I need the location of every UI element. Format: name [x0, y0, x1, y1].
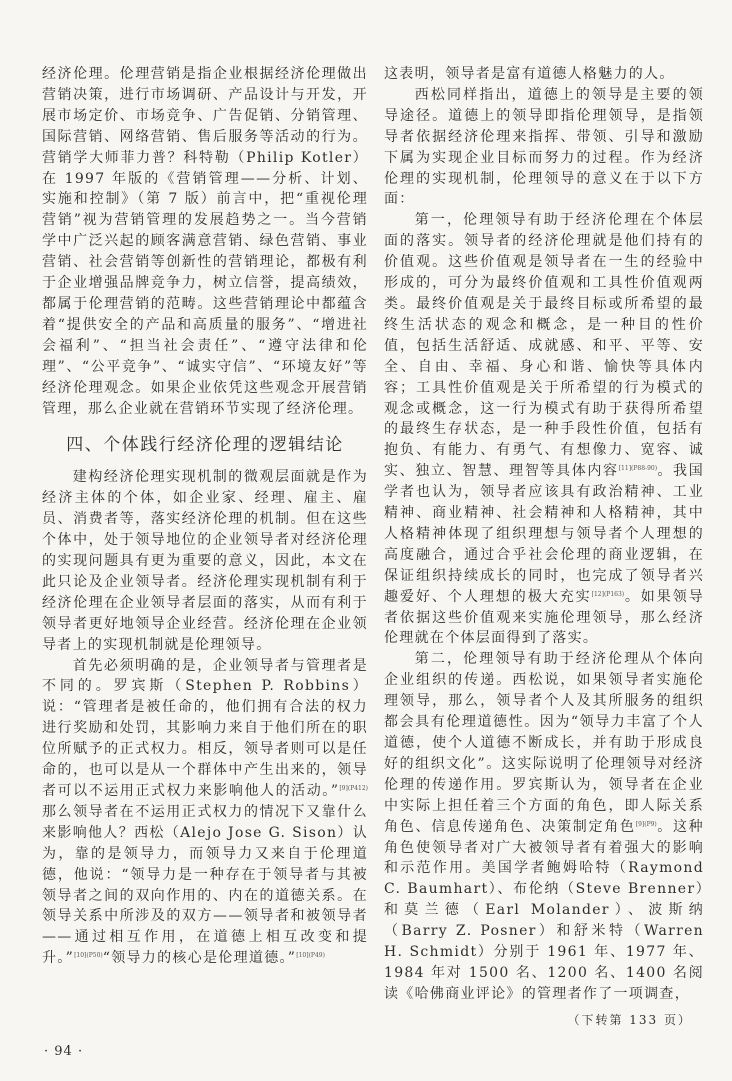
citation-reference: [11](P88-90): [618, 465, 658, 473]
citation-reference: [10](P50): [74, 952, 103, 960]
paragraph-text: “领导力的核心是伦理道德。”: [102, 950, 297, 967]
body-paragraph: [384, 85, 704, 210]
citation-reference: [10](P49): [296, 952, 325, 960]
page-number: · 94 ·: [44, 1043, 84, 1059]
body-paragraph: [384, 210, 704, 649]
paragraph-text: 那么领导者在不运用正式权力的情况下又靠什么来影响他人？西松（Alejo Jose G. Sison）认为，靠的是领导力，而领导力又来自于伦理道德，他说：“领导力是一种存在于领导者与其被领导者之间的双向作用的、内在的道德关系。在领导关系中所涉及的双方——领导者和被领导者——通过相互作用，在道德上相互改变和提升。”: [42, 803, 368, 967]
paragraph-text: 。这种角色使领导者对广大被领导者有着强大的影响和示范作用。美国学者鲍姆哈特（Raymond C. Baumhart）、布伦纳（Steve Brenner）和莫兰德（Earl Molander）、波斯纳（Barry Z. Posner）和舒米特（Warren H. Schmidt）分别于 1961 年、1977 年、1984 年对 1500 名、1200 名、1400 名阅读《哈佛商业评论》的管理者作了一项调查，: [384, 818, 704, 1002]
paragraph-text: 。我国学者也认为，领导者应该具有政治精神、工业精神、商业精神、社会精神和人格精神，其中人格精神体现了组织理想与领导者个人理想的高度融合，通过合乎社会伦理的商业逻辑，在保证组织持续成长的同时，也完成了领导者兴趣爱好、个人理想的极大充实: [384, 463, 705, 605]
left-column: [42, 64, 368, 969]
body-paragraph: [42, 64, 368, 419]
paragraph-text: 西松同样指出，道德上的领导是主要的领导途径。道德上的领导即指伦理领导，是指领导者依据经济伦理来指挥、带领、引导和激励下属为实现企业目标而努力的过程。作为经济伦理的实现机制，伦理领导的意义在于以下方面：: [384, 86, 704, 208]
body-paragraph: [384, 649, 704, 1004]
paragraph-text: 建构经济伦理实现机制的微观层面就是作为经济主体的个体，如企业家、经理、雇主、雇员、消费者等，落实经济伦理的机制。但在这些个体中，处于领导地位的企业领导者对经济伦理的实现问题具有更为重要的意义，因此，本文在此只论及企业领导者。经济伦理实现机制有利于经济伦理在企业领导者层面的落实，从而有利于领导者更好地领导企业经营。经济伦理在企业领导者上的实现机制就是伦理领导。: [42, 469, 368, 653]
continued-note: （下转第 133 页）: [567, 1012, 692, 1027]
right-column: [384, 64, 704, 1029]
paragraph-text: 经济伦理。伦理营销是指企业根据经济伦理做出营销决策，进行市场调研、产品设计与开发，开展市场定价、市场竞争、广告促销、分销管理、国际营销、网络营销、售后服务等活动的行为。营销学大师菲力普？科特勒（Philip Kotler）在 1997 年版的《营销管理——分析、计划、实施和控制》（第 7 版）前言中，把“重视伦理营销”视为营销管理的发展趋势之一。当今营销学中广泛兴起的顾客满意营销、绿色营销、事业营销、社会营销等创新性的营销理论，都极有利于企业增强品牌竞争力，树立信誉，提高绩效，都属于伦理营销的范畴。这些营销理论中都蕴含着“提供安全的产品和高质量的服务”、“增进社会福利”、“担当社会责任”、“遵守法律和伦理”、“公平竞争”、“诚实守信”、“环境友好”等经济伦理观念。如果企业依凭这些观念开展营销管理，那么企业就在营销环节实现了经济伦理。: [42, 66, 368, 417]
paragraph-text: 这表明，领导者是富有道德人格魅力的人。: [384, 66, 675, 82]
citation-reference: [9](P9): [635, 820, 657, 828]
body-paragraph: [42, 467, 368, 655]
body-paragraph: [384, 64, 704, 85]
paragraph-text: 第一，伦理领导有助于经济伦理在个体层面的落实。领导者的经济伦理就是他们持有的价值观。这些价值观是领导者在一生的经验中形成的，可分为最终价值观和工具性价值观两类。最终价值观是关于最终目标或所希望的最终生活状态的观念和概念，是一种目的性价值，包括生活舒适、成就感、和平、平等、安全、自由、幸福、身心和谐、愉快等具体内容；工具性价值观是关于所希望的行为模式的观念或概念，这一行为模式有助于获得所希望的最终生存状态，是一种手段性价值，包括有抱负、有能力、有勇气、有想像力、宽容、诚实、独立、智慧、理智等具体内容: [384, 212, 704, 480]
paragraph-text: 首先必须明确的是，企业领导者与管理者是不同的。罗宾斯（Stephen P. Robbins）说：“管理者是被任命的，他们拥有合法的权力进行奖励和处罚，其影响力来自于他们所在的职位所赋予的正式权力。相反，领导者则可以是任命的，也可以是从一个群体中产生出来的，领导者可以不运用正式权力来影响他人的活动。”: [42, 657, 368, 799]
two-column-body: [0, 64, 732, 1029]
paragraph-text: 。如果领导者依据这些价值观来实施伦理领导，那么经济伦理就在个体层面得到了落实。: [384, 588, 704, 647]
body-paragraph: [42, 656, 368, 970]
citation-reference: [12](P163): [591, 590, 625, 598]
citation-reference: [9](P412): [339, 785, 368, 792]
section-heading: 四、个体践行经济伦理的逻辑结论: [66, 435, 344, 456]
paragraph-text: 第二，伦理领导有助于经济伦理从个体向企业组织的传递。西松说，如果领导者实施伦理领导，那么，领导者个人及其所服务的组织都会具有伦理道德性。因为“领导力丰富了个人道德，使个人道德不断成长，并有助于形成良好的组织文化”。这实际说明了伦理领导对经济伦理的传递作用。罗宾斯认为，领导者在企业中实际上担任着三个方面的角色，即人际关系角色、信息传递角色、决策制定角色: [384, 651, 704, 835]
